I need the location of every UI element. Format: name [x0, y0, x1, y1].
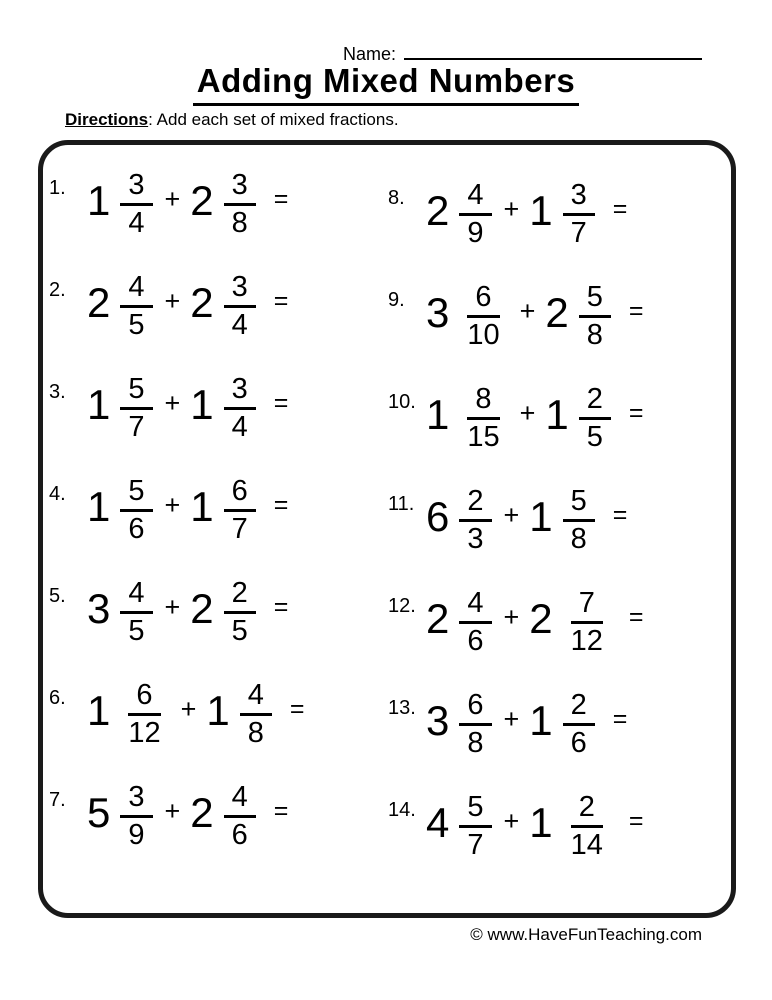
problem-expression: [426, 486, 627, 554]
problem-row: [388, 163, 727, 265]
denominator-1: 8: [467, 726, 484, 759]
problem-row: [49, 255, 388, 357]
fraction-2: [224, 578, 256, 646]
plus-sign: +: [503, 805, 520, 836]
whole-number-1: 2: [87, 279, 111, 326]
numerator-2: 2: [563, 690, 595, 725]
problem-expression: [87, 578, 288, 646]
problem-expression: [87, 272, 288, 340]
problem-number: 9.: [388, 288, 405, 311]
whole-number-2: 1: [529, 697, 553, 744]
fraction-1: [120, 374, 152, 442]
problem-row: [388, 571, 727, 673]
denominator-2: 5: [231, 614, 248, 647]
denominator-1: 5: [128, 308, 145, 341]
fraction-1: [120, 272, 152, 340]
problem-number: 14.: [388, 798, 416, 821]
fraction-1: [120, 782, 152, 850]
numerator-1: 5: [120, 476, 152, 511]
fraction-2: [224, 374, 256, 442]
denominator-1: 9: [128, 818, 145, 851]
denominator-1: 6: [128, 512, 145, 545]
problem-number: 11.: [388, 492, 415, 515]
numerator-2: 2: [579, 384, 611, 419]
problem-expression: [426, 588, 644, 656]
numerator-1: 5: [459, 792, 491, 827]
plus-sign: +: [503, 601, 520, 632]
fraction-2: [563, 690, 595, 758]
fraction-2: [224, 782, 256, 850]
whole-number-1: 1: [87, 177, 111, 224]
whole-number-1: 1: [87, 483, 111, 530]
problem-number: 1.: [49, 176, 66, 199]
problem-row: [388, 469, 727, 571]
problem-row: [388, 673, 727, 775]
numerator-2: 5: [563, 486, 595, 521]
denominator-2: 8: [586, 318, 603, 351]
directions-label: Directions: [65, 110, 149, 129]
fraction-2: [563, 486, 595, 554]
fraction-2: [563, 588, 611, 656]
plus-sign: +: [164, 489, 181, 520]
problem-number: 6.: [49, 686, 66, 709]
problem-expression: [87, 476, 288, 544]
denominator-2: 4: [231, 410, 248, 443]
numerator-1: 8: [467, 384, 499, 419]
whole-number-2: 2: [190, 177, 214, 224]
plus-sign: +: [164, 795, 181, 826]
whole-number-1: 3: [87, 585, 111, 632]
title-row: [0, 62, 772, 106]
fraction-2: [240, 680, 272, 748]
plus-sign: +: [503, 499, 520, 530]
plus-sign: +: [164, 285, 181, 316]
problem-row: [49, 663, 388, 765]
denominator-1: 9: [467, 216, 484, 249]
numerator-1: 3: [120, 170, 152, 205]
numerator-1: 6: [467, 282, 499, 317]
whole-number-1: 2: [426, 187, 450, 234]
numerator-2: 2: [224, 578, 256, 613]
fraction-1: [120, 680, 168, 748]
problem-row: [49, 765, 388, 867]
whole-number-1: 3: [426, 697, 450, 744]
numerator-1: 3: [120, 782, 152, 817]
numerator-1: 6: [459, 690, 491, 725]
problem-row: [49, 357, 388, 459]
problem-expression: [87, 782, 288, 850]
denominator-2: 14: [570, 828, 603, 861]
denominator-1: 15: [467, 420, 500, 453]
problem-expression: [426, 690, 627, 758]
copyright-footer: © www.HaveFunTeaching.com: [470, 925, 702, 944]
whole-number-2: 2: [545, 289, 569, 336]
numerator-2: 4: [224, 782, 256, 817]
numerator-2: 3: [224, 170, 256, 205]
numerator-2: 5: [579, 282, 611, 317]
fraction-2: [579, 282, 611, 350]
fraction-1: [459, 282, 507, 350]
numerator-1: 2: [459, 486, 491, 521]
numerator-2: 6: [224, 476, 256, 511]
denominator-1: 5: [128, 614, 145, 647]
name-blank-line: [404, 40, 702, 60]
problem-expression: [426, 792, 644, 860]
numerator-2: 2: [571, 792, 603, 827]
numerator-2: 3: [563, 180, 595, 215]
denominator-2: 7: [570, 216, 587, 249]
whole-number-2: 2: [190, 279, 214, 326]
numerator-1: 4: [120, 272, 152, 307]
directions: [65, 110, 399, 130]
fraction-1: [459, 690, 491, 758]
directions-text: : Add each set of mixed fractions.: [148, 110, 399, 129]
denominator-2: 7: [231, 512, 248, 545]
whole-number-2: 1: [529, 799, 553, 846]
fraction-2: [579, 384, 611, 452]
problems-column-right: [388, 145, 727, 913]
fraction-2: [563, 792, 611, 860]
denominator-2: 8: [231, 206, 248, 239]
fraction-2: [224, 272, 256, 340]
equals-sign: =: [273, 388, 289, 417]
fraction-1: [459, 384, 507, 452]
problem-number: 8.: [388, 186, 405, 209]
plus-sign: +: [519, 397, 536, 428]
whole-number-1: 1: [87, 687, 111, 734]
problem-number: 13.: [388, 696, 416, 719]
fraction-1: [459, 792, 491, 860]
problem-number: 2.: [49, 278, 66, 301]
whole-number-1: 4: [426, 799, 450, 846]
numerator-2: 3: [224, 374, 256, 409]
whole-number-1: 3: [426, 289, 450, 336]
plus-sign: +: [164, 387, 181, 418]
numerator-2: 7: [571, 588, 603, 623]
denominator-2: 6: [570, 726, 587, 759]
whole-number-2: 1: [529, 493, 553, 540]
equals-sign: =: [612, 704, 628, 733]
numerator-1: 4: [459, 588, 491, 623]
page-title: Adding Mixed Numbers: [193, 62, 580, 106]
problem-row: [388, 265, 727, 367]
problem-number: 3.: [49, 380, 66, 403]
problem-number: 12.: [388, 594, 416, 617]
equals-sign: =: [628, 296, 644, 325]
plus-sign: +: [503, 703, 520, 734]
plus-sign: +: [164, 183, 181, 214]
problem-row: [388, 367, 727, 469]
fraction-2: [224, 476, 256, 544]
whole-number-2: 2: [529, 595, 553, 642]
plus-sign: +: [164, 591, 181, 622]
equals-sign: =: [628, 398, 644, 427]
fraction-1: [120, 170, 152, 238]
whole-number-1: 1: [426, 391, 450, 438]
fraction-1: [459, 588, 491, 656]
plus-sign: +: [180, 693, 197, 724]
problem-number: 7.: [49, 788, 66, 811]
fraction-1: [459, 486, 491, 554]
equals-sign: =: [273, 184, 289, 213]
denominator-2: 8: [570, 522, 587, 555]
equals-sign: =: [273, 796, 289, 825]
denominator-2: 6: [231, 818, 248, 851]
denominator-2: 12: [570, 624, 603, 657]
whole-number-2: 1: [190, 483, 214, 530]
problem-expression: [426, 282, 644, 350]
whole-number-1: 2: [426, 595, 450, 642]
problem-expression: [87, 170, 288, 238]
whole-number-2: 2: [190, 585, 214, 632]
equals-sign: =: [273, 490, 289, 519]
whole-number-2: 1: [545, 391, 569, 438]
denominator-1: 4: [128, 206, 145, 239]
denominator-1: 10: [467, 318, 500, 351]
whole-number-2: 2: [190, 789, 214, 836]
plus-sign: +: [503, 193, 520, 224]
whole-number-1: 5: [87, 789, 111, 836]
problem-row: [49, 459, 388, 561]
fraction-2: [563, 180, 595, 248]
name-label: Name:: [343, 44, 397, 64]
problems-column-left: [49, 145, 388, 913]
whole-number-2: 1: [529, 187, 553, 234]
equals-sign: =: [273, 286, 289, 315]
equals-sign: =: [628, 806, 644, 835]
denominator-1: 7: [128, 410, 145, 443]
problem-row: [49, 561, 388, 663]
denominator-2: 5: [586, 420, 603, 453]
denominator-1: 12: [128, 716, 161, 749]
numerator-2: 4: [240, 680, 272, 715]
numerator-2: 3: [224, 272, 256, 307]
whole-number-1: 6: [426, 493, 450, 540]
plus-sign: +: [519, 295, 536, 326]
whole-number-2: 1: [206, 687, 230, 734]
fraction-1: [459, 180, 491, 248]
equals-sign: =: [289, 694, 305, 723]
problem-number: 5.: [49, 584, 66, 607]
whole-number-2: 1: [190, 381, 214, 428]
equals-sign: =: [612, 194, 628, 223]
problem-number: 4.: [49, 482, 66, 505]
problem-number: 10.: [388, 390, 416, 413]
denominator-1: 7: [467, 828, 484, 861]
denominator-1: 6: [467, 624, 484, 657]
denominator-2: 8: [247, 716, 264, 749]
numerator-1: 4: [459, 180, 491, 215]
denominator-1: 3: [467, 522, 484, 555]
whole-number-1: 1: [87, 381, 111, 428]
equals-sign: =: [612, 500, 628, 529]
problem-expression: [426, 180, 627, 248]
equals-sign: =: [628, 602, 644, 631]
fraction-1: [120, 578, 152, 646]
problem-row: [388, 775, 727, 877]
problem-expression: [426, 384, 644, 452]
denominator-2: 4: [231, 308, 248, 341]
equals-sign: =: [273, 592, 289, 621]
problem-expression: [87, 680, 305, 748]
problems-box: [38, 140, 736, 918]
problem-row: [49, 153, 388, 255]
fraction-2: [224, 170, 256, 238]
numerator-1: 4: [120, 578, 152, 613]
problem-expression: [87, 374, 288, 442]
numerator-1: 6: [128, 680, 160, 715]
fraction-1: [120, 476, 152, 544]
numerator-1: 5: [120, 374, 152, 409]
